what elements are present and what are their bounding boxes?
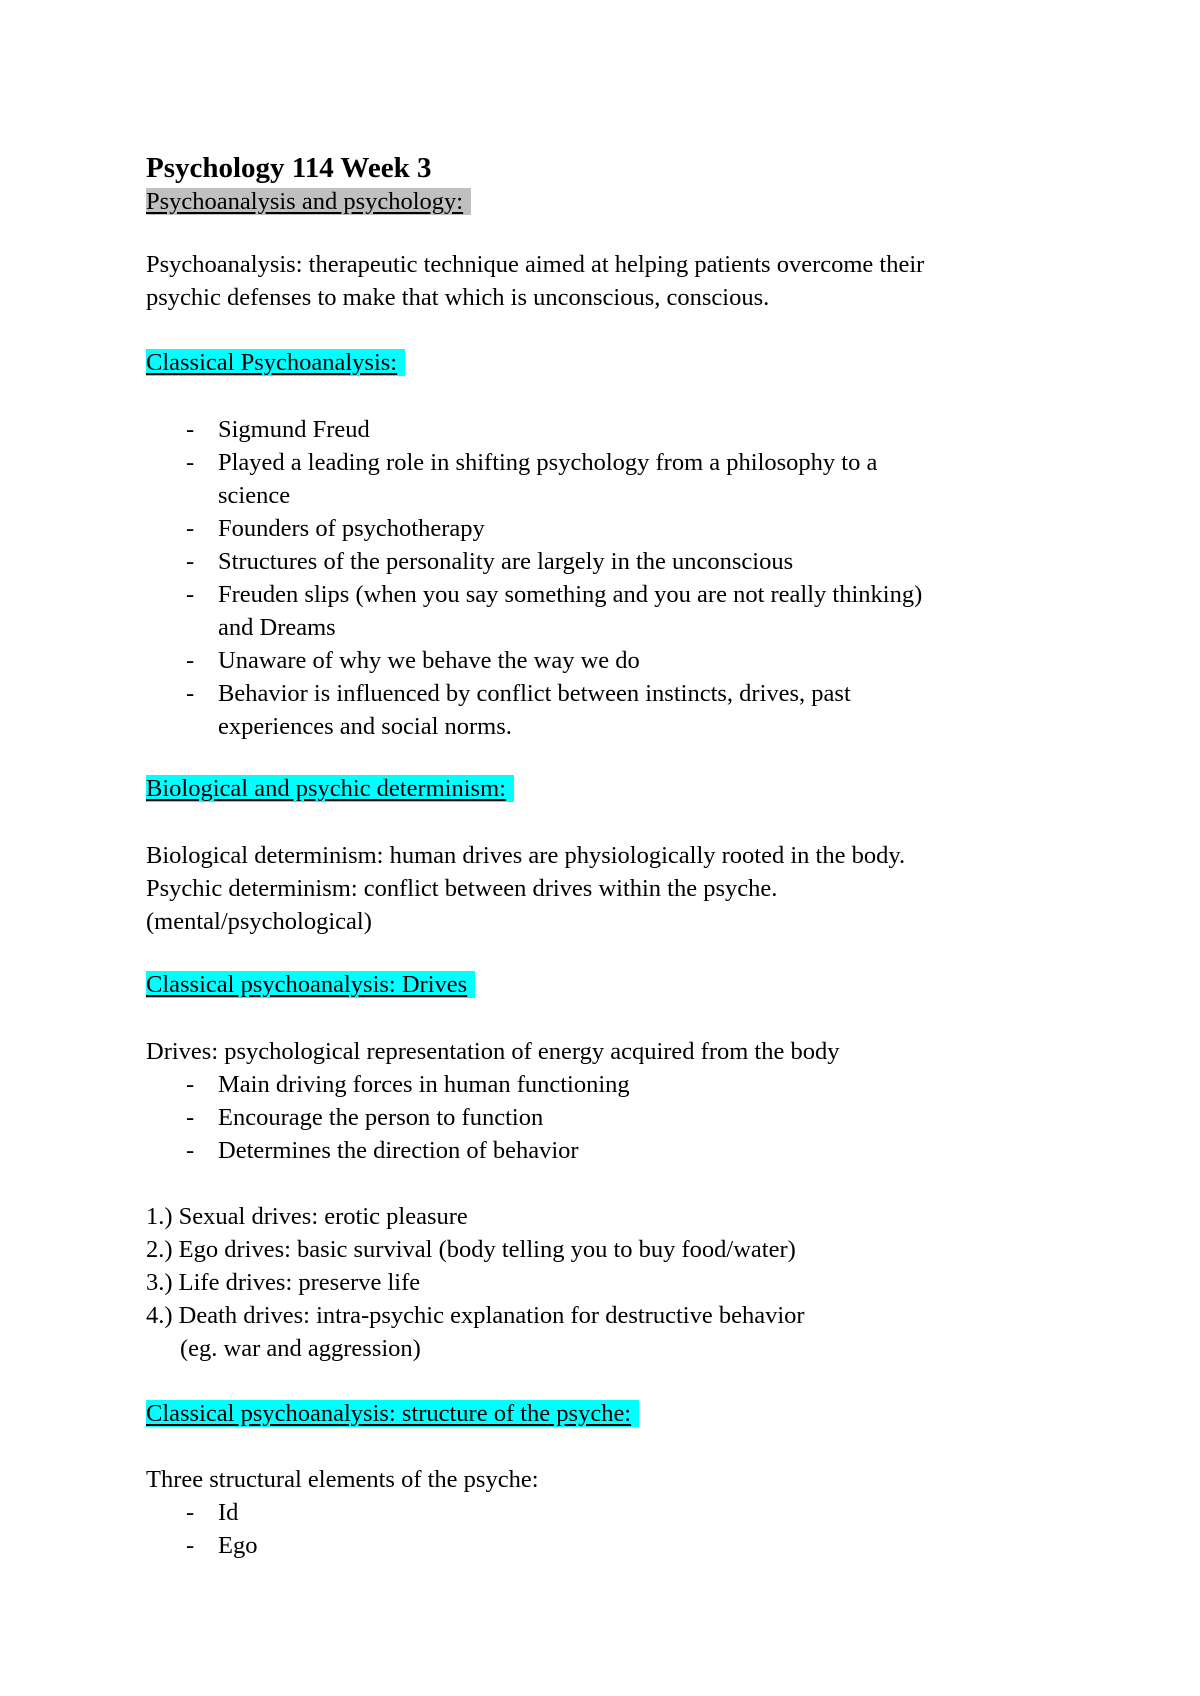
text-line: Drives: psychological representation of energy acquired from the body [146,1038,840,1065]
bullet-dash: - [186,416,195,443]
numbered-item: 2.) Ego drives: basic survival (body telling you to buy food/water) [146,1236,796,1263]
text-line: Three structural elements of the psyche: [146,1466,539,1493]
text-line: Psychic determinism: conflict between drives within the psyche. [146,875,778,902]
section-heading-classical-psychoanalysis [146,346,405,379]
numbered-item: 3.) Life drives: preserve life [146,1269,421,1296]
intro-line: Psychoanalysis: therapeutic technique aimed at helping patients overcome their [146,251,925,278]
section-heading-structure [146,1397,639,1430]
bullet-item: Unaware of why we behave the way we do [218,647,640,674]
bullet-item: Id [218,1499,239,1526]
subtitle [146,185,471,218]
text-line: (mental/psychological) [146,908,372,935]
bullet-dash: - [186,1071,195,1098]
bullet-item-cont: experiences and social norms. [218,713,512,740]
bullet-dash: - [186,515,195,542]
intro-line: psychic defenses to make that which is unconscious, conscious. [146,284,770,311]
bullet-dash: - [186,1104,195,1131]
bullet-item: Played a leading role in shifting psychology from a philosophy to a [218,449,878,476]
bullet-dash: - [186,1499,195,1526]
bullet-dash: - [186,449,195,476]
bullet-item-cont: science [218,482,291,509]
bullet-dash: - [186,581,195,608]
section-heading-text: Classical psychoanalysis: structure of the psyche: [146,1400,639,1427]
section-heading-drives [146,968,475,1001]
bullet-dash: - [186,680,195,707]
document-title: Psychology 114 Week 3 [146,152,432,184]
numbered-item: 1.) Sexual drives: erotic pleasure [146,1203,468,1230]
bullet-item: Sigmund Freud [218,416,370,443]
bullet-dash: - [186,548,195,575]
bullet-item: Determines the direction of behavior [218,1137,579,1164]
section-heading-text: Classical Psychoanalysis: [146,349,405,376]
bullet-item: Encourage the person to function [218,1104,544,1131]
bullet-item: Freuden slips (when you say something and you are not really thinking) [218,581,923,608]
bullet-dash: - [186,1532,195,1559]
text-line: Biological determinism: human drives are physiologically rooted in the body. [146,842,906,869]
section-heading-text: Classical psychoanalysis: Drives [146,971,475,998]
bullet-item: Main driving forces in human functioning [218,1071,630,1098]
bullet-item: Ego [218,1532,258,1559]
bullet-dash: - [186,647,195,674]
bullet-dash: - [186,1137,195,1164]
bullet-item: Structures of the personality are largely in the unconscious [218,548,794,575]
numbered-item-cont: (eg. war and aggression) [180,1335,421,1362]
bullet-item: Behavior is influenced by conflict between instincts, drives, past [218,680,851,707]
subtitle-text: Psychoanalysis and psychology: [146,188,471,215]
numbered-item: 4.) Death drives: intra-psychic explanation for destructive behavior [146,1302,805,1329]
bullet-item-cont: and Dreams [218,614,336,641]
bullet-item: Founders of psychotherapy [218,515,485,542]
section-heading-determinism [146,772,514,805]
section-heading-text: Biological and psychic determinism: [146,775,514,802]
